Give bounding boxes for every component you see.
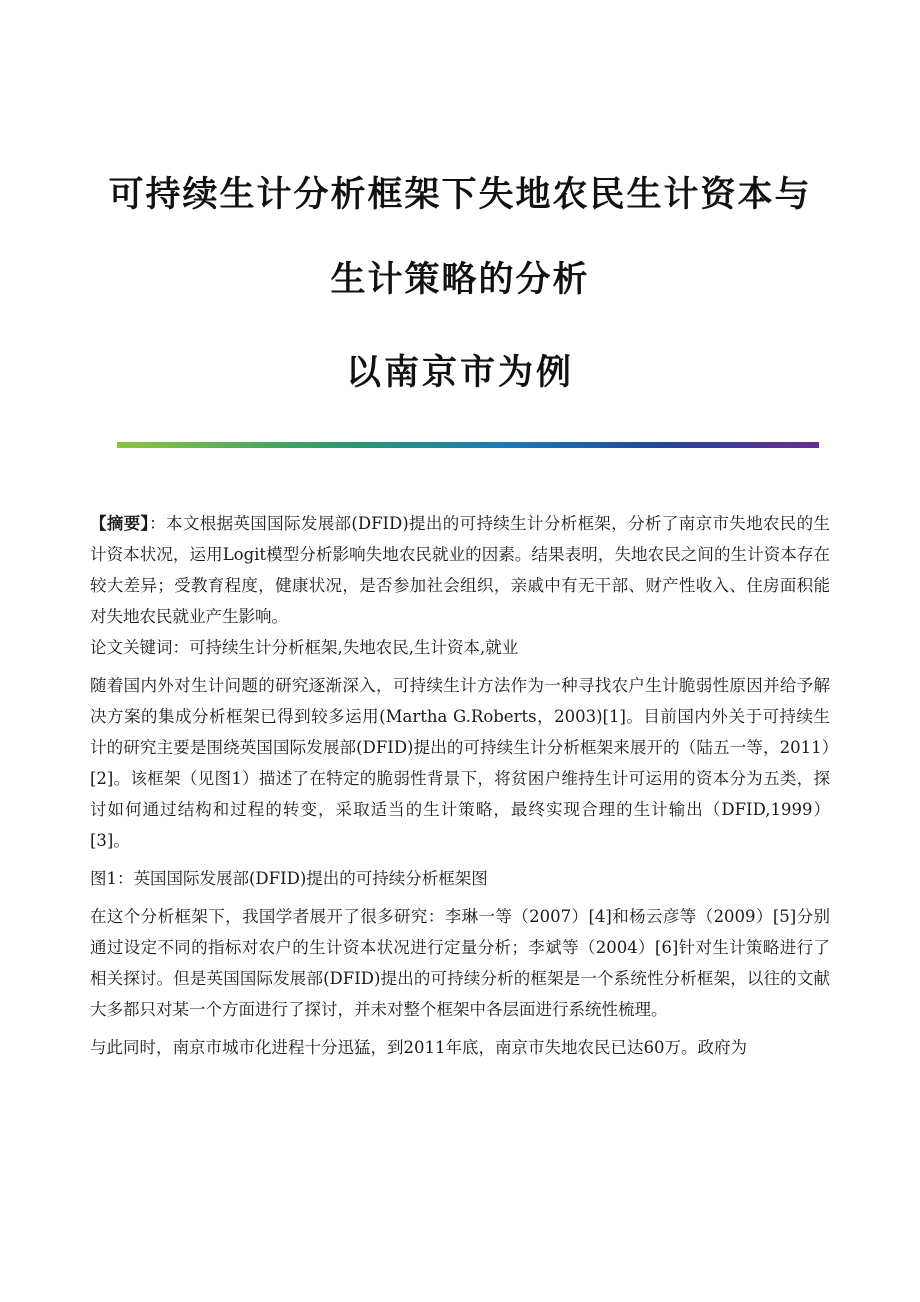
body-paragraph-3: 与此同时，南京市城市化进程十分迅猛，到2011年底，南京市失地农民已达60万。政府为: [90, 1038, 747, 1057]
gradient-divider: [117, 442, 819, 448]
document-title-line-2: 生计策略的分析: [330, 260, 590, 300]
abstract-text: ：本文根据英国国际发展部(DFID)提出的可持续生计分析框架，分析了南京市失地农民的生计资本状况，运用Logit模型分析影响失地农民就业的因素。结果表明，失地农民之间的生计资本存在较大差异；受教育程度，健康状况，是否参加社会组织，亲戚中有无干部、财产性收入、住房面积能对失地农民就业产生影响。: [90, 514, 830, 626]
abstract-label: 【摘要】: [90, 514, 150, 533]
document-body: [90, 508, 830, 1063]
abstract-paragraph: [90, 508, 830, 632]
keywords-line: 论文关键词：可持续生计分析框架,失地农民,生计资本,就业: [90, 638, 519, 657]
document-title-line-1: 可持续生计分析框架下失地农民生计资本与: [108, 175, 812, 215]
figure-caption: 图1：英国国际发展部(DFID)提出的可持续分析框架图: [90, 869, 488, 888]
body-paragraph-1: 随着国内外对生计问题的研究逐渐深入，可持续生计方法作为一种寻找农户生计脆弱性原因并给予解决方案的集成分析框架已得到较多运用(Martha G.Roberts，2003)[1]。目前国内外关于可持续生计的研究主要是围绕英国国际发展部(DFID)提出的可持续生计分析框架来展开的（陆五一等，2011）[2]。该框架（见图1）描述了在特定的脆弱性背景下，将贫困户维持生计可运用的资本分为五类，探讨如何通过结构和过程的转变，采取适当的生计策略，最终实现合理的生计输出（DFID,1999）[3]。: [90, 676, 830, 850]
body-paragraph-2: 在这个分析框架下，我国学者展开了很多研究：李琳一等（2007）[4]和杨云彦等（2009）[5]分别通过设定不同的指标对农户的生计资本状况进行定量分析；李斌等（2004）[6]针对生计策略进行了相关探讨。但是英国国际发展部(DFID)提出的可持续分析的框架是一个系统性分析框架，以往的文献大多都只对某一个方面进行了探讨，并未对整个框架中各层面进行系统性梳理。: [90, 907, 830, 1019]
document-subtitle: 以南京市为例: [345, 353, 574, 393]
title-block: [0, 175, 920, 393]
